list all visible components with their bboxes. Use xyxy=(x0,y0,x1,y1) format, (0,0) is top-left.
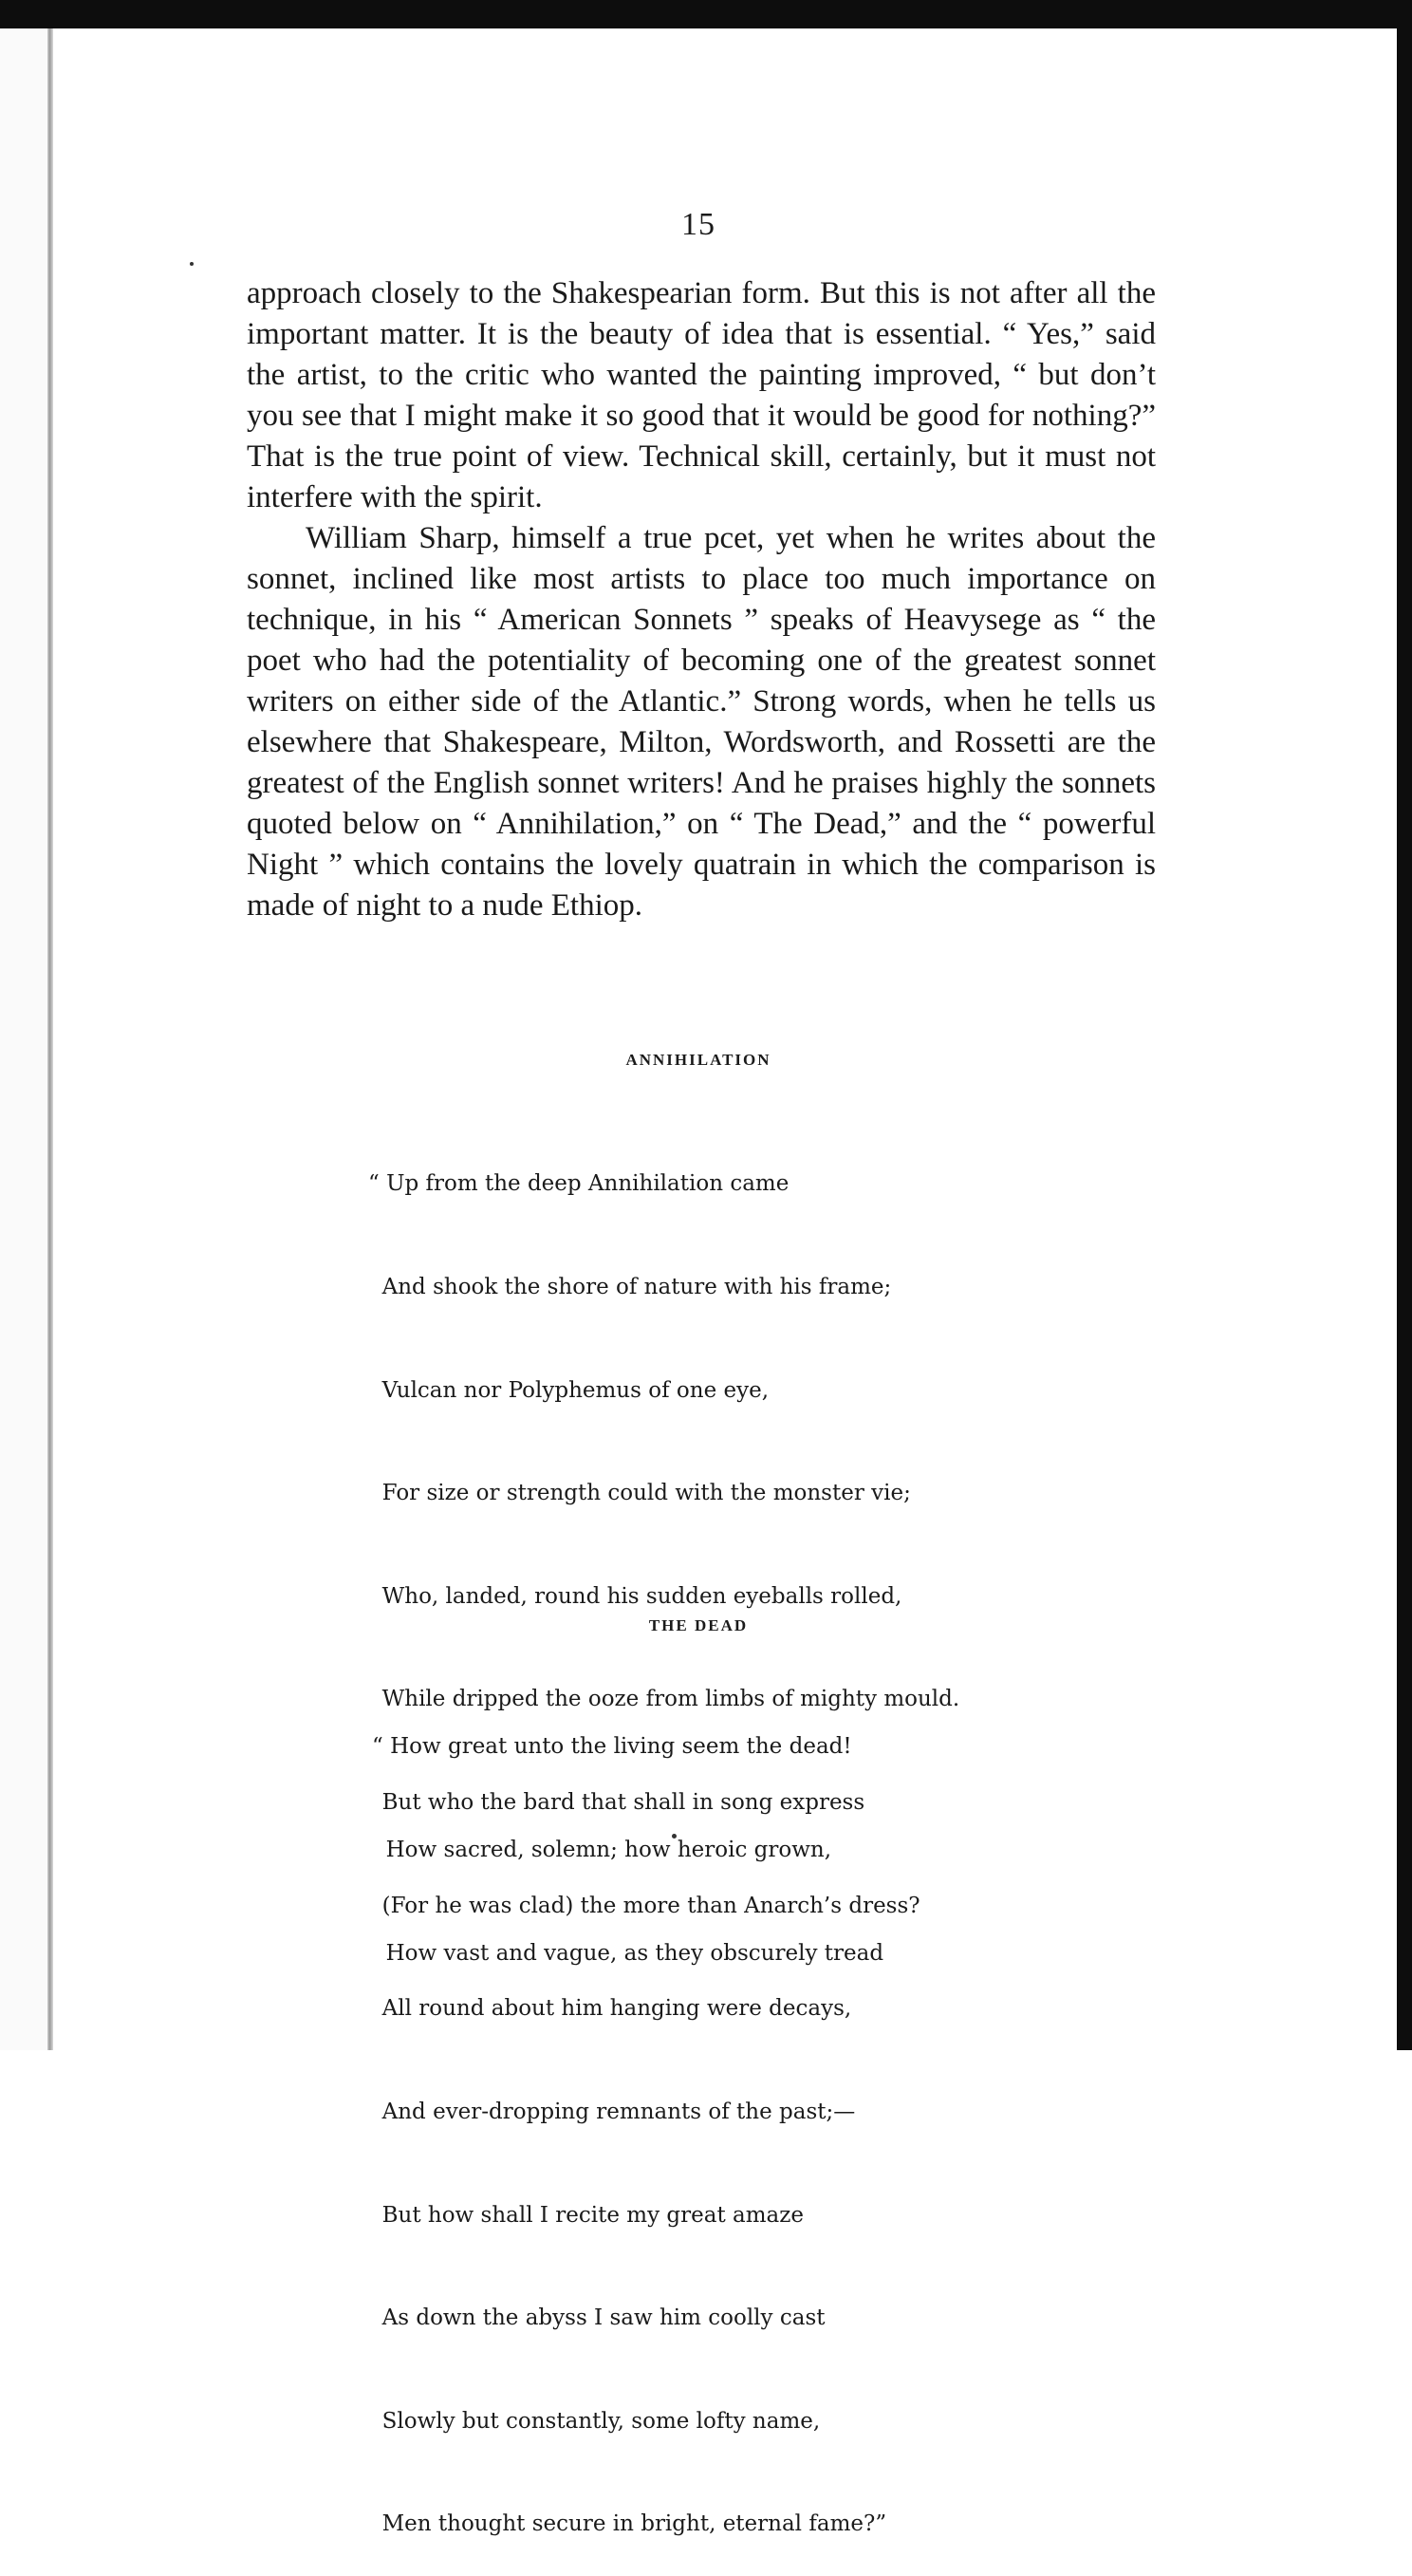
poem-line: Men thought secure in bright, eternal fame?” xyxy=(368,2511,887,2537)
page-margin-shadow xyxy=(0,28,47,2050)
page-number: 15 xyxy=(681,207,715,242)
page-binding-edge xyxy=(47,0,53,2050)
poem-line: For size or strength could with the monster vie; xyxy=(368,1481,911,1506)
poem-title: THE DEAD xyxy=(648,1616,749,1634)
scan-top-border xyxy=(0,0,1412,28)
paragraph: William Sharp, himself a true pcet, yet when he writes about the sonnet, inclined like most artists to place too much importance on technique, in his “ American Sonnets ” speaks of Heavysege as “ the poet who had the potentiality of becoming one of the greatest sonnet writers on either side of the Atlantic.” Strong words, when he tells us elsewhere that Shakespeare, Milton, Wordsworth, and Rossetti are the greatest of the English sonnet writers! And he praises highly the sonnets quoted below on “ Annihilation,” on “ The Dead,” and the “ powerful Night ” which contains the lovely quatrain in which the comparison is made of night to a nude Ethiop. xyxy=(247,521,1156,923)
poem-line: How vast and vague, as they obscurely tread xyxy=(372,1940,884,1966)
poem-line: But who the bard that shall in song express xyxy=(368,1790,865,1816)
ink-speck xyxy=(190,262,194,266)
poem-line: “ How great unto the living seem the dead! xyxy=(372,1734,852,1760)
poem-line: While dripped the ooze from limbs of mighty mould. xyxy=(368,1687,960,1712)
paragraph: approach closely to the Shakespearian form. But this is not after all the important matter. It is the beauty of idea that is essential. “ Yes,” said the artist, to the critic who wanted the painting improved, “ but don’t you see that I might make it so good that it would be good for nothing?” That is the true point of view. Technical skill, certainly, but it must not interfere with the spirit. xyxy=(247,276,1156,514)
poem-line: But how shall I recite my great amaze xyxy=(368,2202,804,2228)
scan-right-border xyxy=(1397,0,1412,2050)
poem-line: Slowly but constantly, some lofty name, xyxy=(368,2408,821,2434)
poem-line: All round about him hanging were decays, xyxy=(368,1996,852,2022)
poem-line: And shook the shore of nature with his frame; xyxy=(368,1275,892,1300)
poem-title: ANNIHILATION xyxy=(625,1051,771,1069)
poem-line: How sacred, solemn; how heroic grown, xyxy=(372,1838,832,1863)
poem-line: “ Up from the deep Annihilation came xyxy=(368,1171,790,1197)
poem-line: And ever-dropping remnants of the past;— xyxy=(368,2099,856,2124)
body-text xyxy=(247,273,1156,926)
poem-line: (For he was clad) the more than Anarch’s dress? xyxy=(368,1893,920,1918)
poem-the-dead xyxy=(372,1661,883,2005)
poem-line: Vulcan nor Polyphemus of one eye, xyxy=(368,1377,770,1403)
poem-line: As down the abyss I saw him coolly cast xyxy=(368,2305,826,2331)
poem-line: Who, landed, round his sudden eyeballs rolled, xyxy=(368,1583,902,1609)
